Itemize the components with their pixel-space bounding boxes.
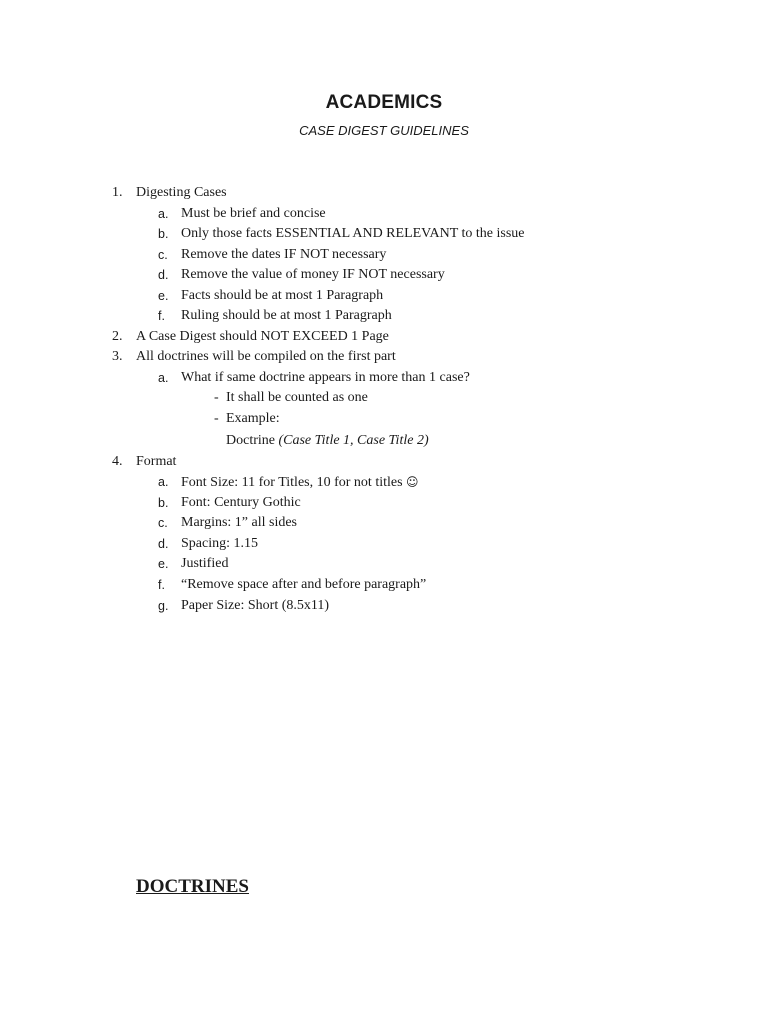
dash-marker: - bbox=[214, 411, 219, 426]
item-number: 3. bbox=[112, 349, 123, 364]
example-citation: (Case Title 1, Case Title 2) bbox=[278, 433, 429, 448]
dash-marker: - bbox=[214, 390, 219, 405]
sub-item-letter: d. bbox=[158, 537, 169, 551]
sub-item-text: Ruling should be at most 1 Paragraph bbox=[181, 308, 392, 323]
dash-item-text: Example: bbox=[226, 411, 280, 426]
example-label: Doctrine bbox=[226, 433, 275, 448]
sub-item-letter: a. bbox=[158, 475, 169, 489]
sub-item-letter: f. bbox=[158, 578, 165, 592]
sub-item-text: Justified bbox=[181, 556, 229, 571]
sub-item-letter: c. bbox=[158, 516, 168, 530]
sub-item-text: Remove the value of money IF NOT necessary bbox=[181, 267, 445, 282]
sub-item-text: Remove the dates IF NOT necessary bbox=[181, 247, 387, 262]
item-number: 2. bbox=[112, 329, 123, 344]
section-heading: DOCTRINES bbox=[136, 876, 249, 897]
sub-item-text: Font: Century Gothic bbox=[181, 495, 301, 510]
sub-item-text: Facts should be at most 1 Paragraph bbox=[181, 288, 384, 303]
item-number: 4. bbox=[112, 454, 123, 469]
sub-item-text: Paper Size: Short (8.5x11) bbox=[181, 598, 330, 613]
sub-item-text: Spacing: 1.15 bbox=[181, 536, 258, 551]
sub-item-letter: g. bbox=[158, 599, 169, 613]
sub-item-text: Must be brief and concise bbox=[181, 206, 326, 221]
sub-item-letter: e. bbox=[158, 557, 169, 571]
sub-item-letter: c. bbox=[158, 248, 168, 262]
item-text: A Case Digest should NOT EXCEED 1 Page bbox=[136, 329, 389, 344]
sub-item-text: Font Size: 11 for Titles, 10 for not titles bbox=[181, 475, 403, 490]
dash-item-text: It shall be counted as one bbox=[226, 390, 368, 405]
sub-item-letter: a. bbox=[158, 207, 169, 221]
sub-item-letter: a. bbox=[158, 371, 169, 385]
item-text: Digesting Cases bbox=[136, 185, 227, 200]
smiley-icon: ☺ bbox=[406, 475, 419, 489]
item-text: Format bbox=[136, 454, 177, 469]
sub-item-letter: b. bbox=[158, 227, 169, 241]
sub-item-letter: b. bbox=[158, 496, 169, 510]
sub-item-text: What if same doctrine appears in more than 1 case? bbox=[181, 370, 470, 385]
sub-item-letter: f. bbox=[158, 309, 165, 323]
item-number: 1. bbox=[112, 185, 123, 200]
sub-item-letter: e. bbox=[158, 289, 169, 303]
sub-item-text: Only those facts ESSENTIAL AND RELEVANT to the issue bbox=[181, 226, 525, 241]
sub-item-letter: d. bbox=[158, 268, 169, 282]
item-text: All doctrines will be compiled on the first part bbox=[136, 349, 396, 364]
document-subtitle: CASE DIGEST GUIDELINES bbox=[299, 123, 469, 138]
sub-item-text: Margins: 1” all sides bbox=[181, 515, 298, 530]
document-title: ACADEMICS bbox=[325, 92, 443, 113]
sub-item-text: “Remove space after and before paragraph” bbox=[181, 577, 427, 592]
